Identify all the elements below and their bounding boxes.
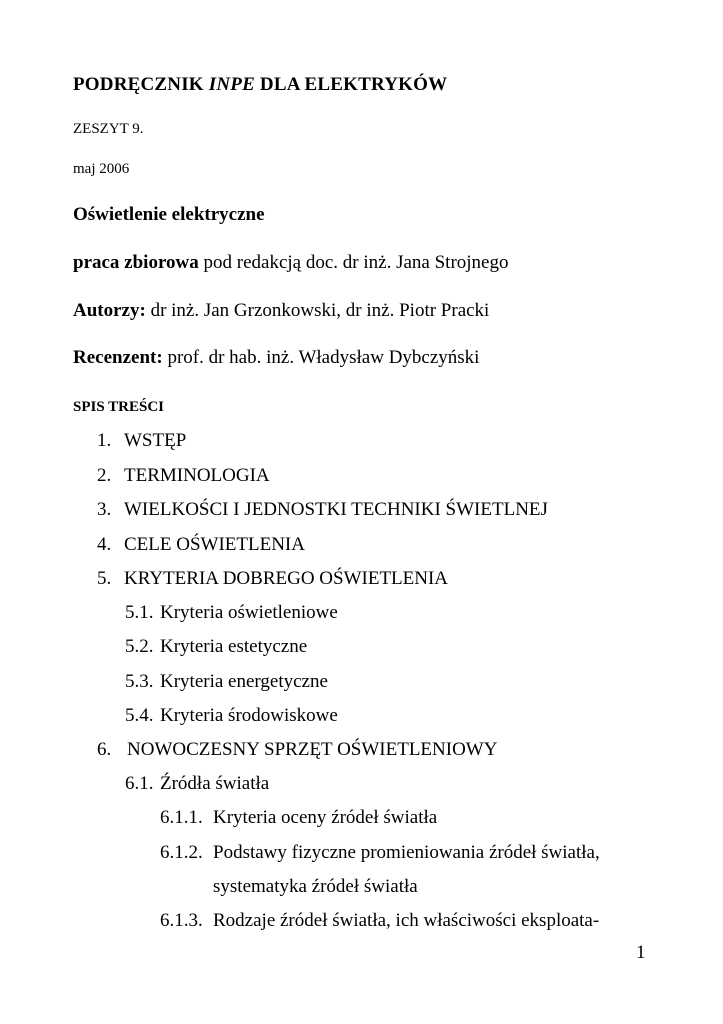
toc-item: [125, 671, 328, 693]
toc-item-number: 5.3.: [125, 671, 154, 692]
toc-item-text: Kryteria estetyczne: [160, 636, 308, 657]
toc-item-text: Rodzaje źródeł światła, ich właściwości eksploata-: [213, 910, 600, 931]
title-part-2: DLA ELEKTRYKÓW: [259, 74, 448, 95]
toc-item: [97, 430, 186, 452]
toc-item: [125, 705, 338, 727]
toc-item-number: 2.: [97, 465, 112, 486]
toc-item-number: 6.1.: [125, 773, 154, 794]
toc-item-number: 6.1.1.: [160, 807, 203, 828]
authors-line: [73, 300, 489, 322]
reviewer-label: Recenzent:: [73, 347, 163, 368]
toc-item-number: 5.4.: [125, 705, 154, 726]
toc-item: [97, 739, 497, 761]
toc-item-text: systematyka źródeł światła: [213, 876, 418, 897]
toc-item-text: Kryteria energetyczne: [160, 671, 328, 692]
toc-item: [125, 602, 338, 624]
work-value: pod redakcją doc. dr inż. Jana Strojnego: [203, 252, 509, 273]
toc-item-text: Podstawy fizyczne promieniowania źródeł światła,: [213, 842, 600, 863]
toc-item-continuation: [213, 876, 418, 898]
toc-item: [160, 842, 600, 864]
toc-item-text: TERMINOLOGIA: [124, 465, 270, 486]
toc-item-text: WSTĘP: [124, 430, 187, 451]
title-part-1: PODRĘCZNIK: [73, 74, 204, 95]
issue-number: ZESZYT 9.: [73, 121, 144, 137]
toc-item-text: NOWOCZESNY SPRZĘT OŚWIETLENIOWY: [127, 739, 498, 760]
toc-item-text: WIELKOŚCI I JEDNOSTKI TECHNIKI ŚWIETLNEJ: [124, 499, 548, 520]
toc-item: [97, 499, 548, 521]
toc-item: [160, 910, 599, 932]
authors-label: Autorzy:: [73, 300, 146, 321]
toc-item-number: 4.: [97, 534, 112, 555]
toc-item-text: KRYTERIA DOBREGO OŚWIETLENIA: [124, 568, 449, 589]
toc-item: [97, 465, 270, 487]
toc-item-number: 6.1.3.: [160, 910, 203, 931]
toc-item-number: 6.1.2.: [160, 842, 203, 863]
toc-item-number: 1.: [97, 430, 112, 451]
title-italic: INPE: [208, 74, 255, 95]
toc-heading: SPIS TREŚCI: [73, 399, 165, 415]
toc-item-number: 5.2.: [125, 636, 154, 657]
reviewer-line: [73, 347, 479, 369]
toc-item: [125, 773, 269, 795]
toc-item-text: Źródła światła: [160, 773, 270, 794]
toc-item-text: Kryteria oświetleniowe: [160, 602, 338, 623]
toc-item-text: Kryteria oceny źródeł światła: [213, 807, 438, 828]
toc-item-number: 5.1.: [125, 602, 154, 623]
toc-item-number: 6.: [97, 739, 112, 760]
authors-value: dr inż. Jan Grzonkowski, dr inż. Piotr Pracki: [150, 300, 490, 321]
toc-item: [125, 636, 307, 658]
toc-item-number: 3.: [97, 499, 112, 520]
reviewer-value: prof. dr hab. inż. Władysław Dybczyński: [167, 347, 480, 368]
toc-item: [97, 568, 448, 590]
toc-item-text: Kryteria środowiskowe: [160, 705, 338, 726]
toc-item-text: CELE OŚWIETLENIA: [124, 534, 305, 555]
work-label: praca zbiorowa: [73, 252, 199, 273]
issue-date: maj 2006: [73, 161, 130, 177]
toc-item-number: 5.: [97, 568, 112, 589]
document-title: [73, 74, 447, 96]
page-number: 1: [636, 942, 646, 963]
toc-item: [97, 534, 305, 556]
toc-item: [160, 807, 437, 829]
work-line: [73, 252, 509, 274]
subject-title: Oświetlenie elektryczne: [73, 204, 265, 225]
